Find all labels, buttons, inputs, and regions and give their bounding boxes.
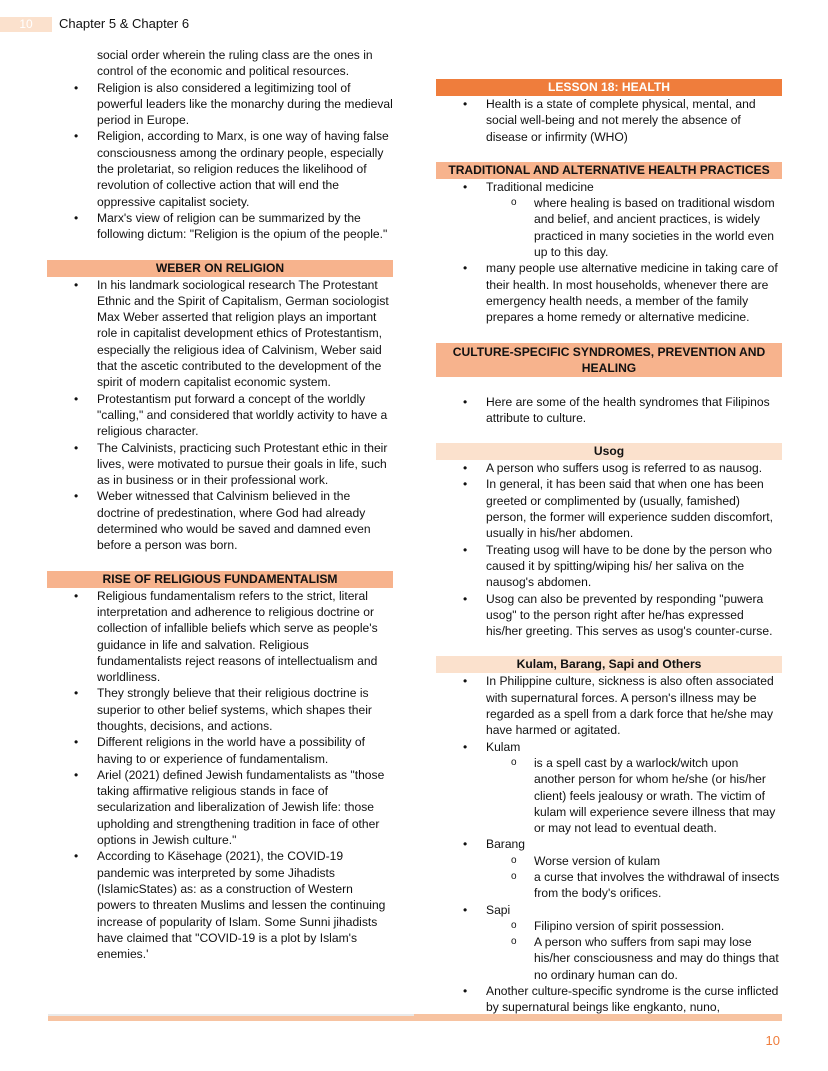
list-item bbox=[436, 739, 782, 837]
list-item: • They strongly believe that their religious doctrine is superior to other belief systems, which shapes their thoughts, decisions, and actions. bbox=[47, 685, 393, 734]
sub-list-item: o where healing is based on traditional wisdom and belief, and ancient practices, is widely practiced in many societies in the world even up to this day. bbox=[436, 195, 782, 260]
sapi-sub-list bbox=[486, 918, 782, 983]
sub-list-item: o Worse version of kulam bbox=[436, 853, 782, 869]
culture-bullet-list bbox=[436, 394, 782, 427]
sub-list-item: o a curse that involves the withdrawal of insects from the body's orifices. bbox=[436, 869, 782, 902]
list-item: • Religion, according to Marx, is one way of having false consciousness among the ordinary people, especially the proletariat, so religion reduces the likelihood of revolution of collective action that will end the oppressive capitalist society. bbox=[47, 128, 393, 209]
sub-list-item: o A person who suffers from sapi may lose his/her consciousness and may do things that no ordinary human can do. bbox=[436, 934, 782, 983]
traditional-sub-list bbox=[486, 195, 782, 260]
intro-continuation: social order wherein the ruling class are the ones in control of the economic and political resources. bbox=[97, 48, 373, 79]
list-item bbox=[436, 836, 782, 901]
sapi-label: Sapi bbox=[486, 902, 511, 917]
list-item: • Treating usog will have to be done by the person who caused it by spitting/wiping his/ her saliva on the nausog's abdomen. bbox=[436, 542, 782, 591]
usog-bullet-list bbox=[436, 460, 782, 639]
kulam-label: Kulam bbox=[486, 739, 521, 754]
page-tab: 10 bbox=[0, 17, 52, 32]
right-column bbox=[436, 79, 782, 1016]
list-item: • Religion is also considered a legitimizing tool of powerful leaders like the monarchy during the medieval period in Europe. bbox=[47, 80, 393, 129]
list-item: • many people use alternative medicine in taking care of their health. In most households, whenever there are emergency health needs, a member of the family prepares a home remedy or alternative medicine. bbox=[436, 260, 782, 325]
kulam-sub-list bbox=[486, 755, 782, 836]
intro-bullet-list bbox=[47, 80, 393, 243]
list-item: • The Calvinists, practicing such Protestant ethic in their lives, were motivated to pursue their goals in life, such as in business or in their professional work. bbox=[47, 440, 393, 489]
list-item: • A person who suffers usog is referred to as nausog. bbox=[436, 460, 782, 476]
section-heading-kulam: Kulam, Barang, Sapi and Others bbox=[436, 656, 782, 673]
list-item: • In his landmark sociological research The Protestant Ethnic and the Spirit of Capitalism, German sociologist Max Weber asserted that religion plays an important role in capitalist development ethics of Protestantism, especially the religious idea of Calvinism, Weber said that the ascetic contributed to the development of the spirit of modern capitalist economic system. bbox=[47, 277, 393, 391]
list-item: • Protestantism put forward a concept of the worldly "calling," and considered that worldly activity to have a religious character. bbox=[47, 391, 393, 440]
list-item: • In general, it has been said that when one has been greeted or complimented by (usually, famished) person, the former will experience sudden discomfort, usually in his/her abdomen. bbox=[436, 476, 782, 541]
list-item: • Weber witnessed that Calvinism believed in the doctrine of predestination, where God had already determined who would be saved and damned even before a person was born. bbox=[47, 488, 393, 553]
sub-list-item: o is a spell cast by a warlock/witch upon another person for whom he/she (or his/her client) feels jealousy or wrath. The victim of kulam will experience severe illness that may or may not lead to eventual death. bbox=[436, 755, 782, 836]
page-header bbox=[0, 14, 828, 34]
list-item: • Marx's view of religion can be summarized by the following dictum: "Religion is the opium of the people." bbox=[47, 210, 393, 243]
list-item: • Another culture-specific syndrome is the curse inflicted by supernatural beings like engkanto, nuno, bbox=[436, 983, 782, 1016]
page-number: 10 bbox=[765, 1033, 780, 1048]
fundamentalism-bullet-list bbox=[47, 588, 393, 963]
chapter-title: Chapter 5 & Chapter 6 bbox=[59, 16, 190, 31]
list-item: • Ariel (2021) defined Jewish fundamentalists as "those taking affirmative religious stands in face of secularization and liberalization of Jewish life: those upholding and strengthening tradition in face of other options in Jewish culture." bbox=[47, 767, 393, 848]
section-heading-weber: WEBER ON RELIGION bbox=[47, 260, 393, 277]
left-column bbox=[47, 47, 393, 962]
list-item: • Different religions in the world have a possibility of having to or experience of fundamentalism. bbox=[47, 734, 393, 767]
section-heading-usog: Usog bbox=[436, 443, 782, 460]
list-item: • Here are some of the health syndromes that Filipinos attribute to culture. bbox=[436, 394, 782, 427]
footer-bar bbox=[48, 1014, 782, 1021]
list-item: • Usog can also be prevented by responding "puwera usog" to the person right after he/has expressed his/her greeting. This serves as usog's counter-curse. bbox=[436, 591, 782, 640]
list-item: • Religious fundamentalism refers to the strict, literal interpretation and adherence to religious doctrine or collection of infallible beliefs which serve as people's guidance in life and salvation. Religious fundamentalists reject reasons of intellectualism and worldliness. bbox=[47, 588, 393, 686]
list-item bbox=[436, 902, 782, 983]
list-item: • In Philippine culture, sickness is also often associated with supernatural forces. A person's illness may be regarded as a spell from a dark force that he/she may have harmed or agitated. bbox=[436, 673, 782, 738]
section-heading-fundamentalism: RISE OF RELIGIOUS FUNDAMENTALISM bbox=[47, 571, 393, 588]
traditional-medicine-label: Traditional medicine bbox=[486, 179, 594, 194]
list-item: • Health is a state of complete physical, mental, and social well-being and not merely the absence of disease or infirmity (WHO) bbox=[436, 96, 782, 145]
section-heading-traditional: TRADITIONAL AND ALTERNATIVE HEALTH PRACTICES bbox=[436, 162, 782, 179]
list-item bbox=[436, 179, 782, 260]
lesson-heading: LESSON 18: HEALTH bbox=[436, 79, 782, 96]
list-item: • According to Käsehage (2021), the COVID-19 pandemic was interpreted by some Jihadists (IslamicStates) as: as a construction of Western powers to threaten Muslims and lessen the continuing increase of popularity of Islam. Some Sunni jihadists have claimed that "COVID-19 is a plot by Islam's enemies.' bbox=[47, 848, 393, 962]
barang-sub-list bbox=[486, 853, 782, 902]
section-heading-culture-specific: CULTURE-SPECIFIC SYNDROMES, PREVENTION AND HEALING bbox=[436, 343, 782, 377]
weber-bullet-list bbox=[47, 277, 393, 554]
sub-list-item: o Filipino version of spirit possession. bbox=[436, 918, 782, 934]
traditional-bullet-list bbox=[436, 179, 782, 326]
kulam-bullet-list bbox=[436, 673, 782, 1015]
health-bullet-list bbox=[436, 96, 782, 145]
footer-bar-accent bbox=[48, 1014, 414, 1016]
barang-label: Barang bbox=[486, 837, 525, 852]
